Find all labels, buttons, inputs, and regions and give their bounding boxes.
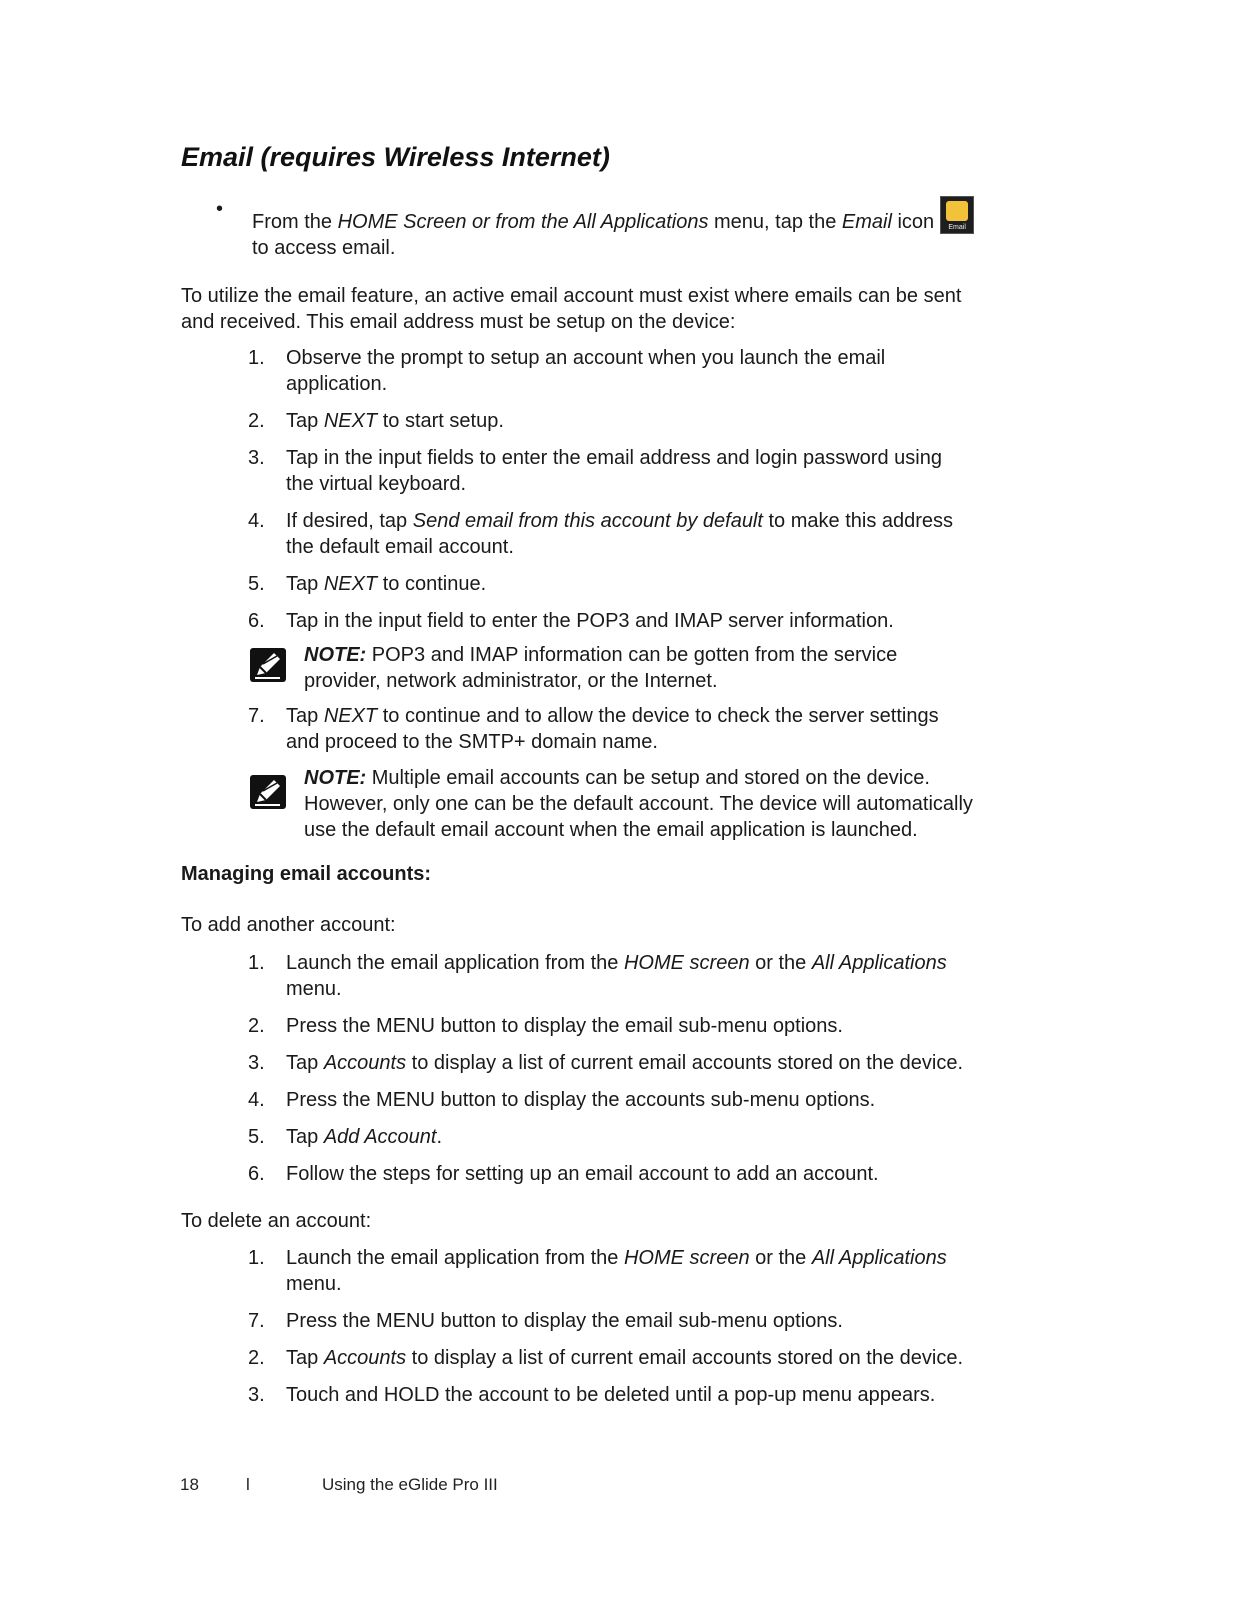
- setup-steps-list-cont: [248, 703, 1068, 755]
- list-item: 6. Follow the steps for setting up an email account to add an account.: [248, 1163, 879, 1185]
- list-item: 6. Tap in the input field to enter the POP3 and IMAP server information.: [248, 610, 894, 632]
- list-item: 5. Tap Add Account.: [248, 1126, 443, 1148]
- add-intro: To add another account:: [181, 914, 396, 936]
- list-item: 2. Tap Accounts to display a list of current email accounts stored on the device.: [248, 1347, 964, 1369]
- list-item: 5. Tap NEXT to continue.: [248, 573, 487, 595]
- list-item: 1. Observe the prompt to setup an account when you launch the email application.: [248, 347, 886, 395]
- footer-section-title: Using the eGlide Pro III: [322, 1475, 498, 1494]
- add-steps-list: [248, 950, 1068, 1187]
- footer-separator: l: [246, 1475, 250, 1494]
- list-item: 3. Tap Accounts to display a list of current email accounts stored on the device.: [248, 1052, 964, 1074]
- pencil-note-icon: [250, 775, 286, 809]
- list-item: 7. Press the MENU button to display the email sub-menu options.: [248, 1310, 843, 1332]
- setup-steps-list: [248, 345, 1068, 634]
- email-app-icon: Email: [940, 196, 974, 234]
- page-number: 18: [180, 1475, 199, 1494]
- list-item: 4. If desired, tap Send email from this account by default to make this address the default email account.: [248, 510, 954, 558]
- list-item: 1. Launch the email application from the HOME screen or the All Applications menu.: [248, 1247, 947, 1295]
- list-item: 1. Launch the email application from the HOME screen or the All Applications menu.: [248, 952, 947, 1000]
- list-item: 7. Tap NEXT to continue and to allow the device to check the server settings and proceed to the SMTP+ domain name.: [248, 705, 939, 753]
- list-item: 2. Press the MENU button to display the email sub-menu options.: [248, 1015, 843, 1037]
- list-item: 3. Touch and HOLD the account to be deleted until a pop-up menu appears.: [248, 1384, 936, 1406]
- document-page: Email (requires Wireless Internet) • From the HOME Screen or from the All Applications menu, tap the Email icon Email to access email. To utilize the email feature, an active email account must exist where emails can be sent and received. This email address must be setup on the device: 1. Observe the prompt to setup an account when you launch the email application. 2. Tap NEXT to start setup. 3. Tap in the input fields to enter the email address and login password using the virtual keyboard. 4. If desired, tap Send email from this account by default to make this address the default email account. 5. Tap NEXT to continue. 6. Tap in the input field to enter the POP3 and IMAP server information. NOTE: POP3 and IMAP information can be gotten from the service provider, network administrator, or the Internet. 7. Tap NEXT to continue and to allow the device to check the server settings and proceed to the SMTP+ domain name. NOTE: Multiple email accounts can be setup and stored on the device. However, only one can be the default account. The device will automatically use the default email account when the email application is launched. Managing email accounts: To add another account: 1. Launch the email application from the HOME screen or the All Applications menu. 2. Press the MENU button to display the email sub-menu options. 3. Tap Accounts to display a list of current email accounts stored on the device. 4. Press the MENU button to display the accounts sub-menu options. 5. Tap Add Account. 6. Follow the steps for setting up an email account to add an account. To delete an account: 1. Launch the email application from the HOME screen or the All Applications menu. 7. Press the MENU button to display the email sub-menu options. 2. Tap Accounts to display a list of current email accounts stored on the device. 3. Touch and HOLD the account to be deleted until a pop-up menu appears. 18 l Using the eGlide Pro III: [0, 0, 1237, 1600]
- delete-steps-list: [248, 1245, 1068, 1408]
- list-item: 2. Tap NEXT to start setup.: [248, 410, 504, 432]
- bullet-marker: •: [216, 198, 224, 220]
- subsection-heading: Managing email accounts:: [181, 863, 432, 885]
- list-item: 3. Tap in the input fields to enter the email address and login password using the virtual keyboard.: [248, 447, 942, 495]
- intro-paragraph: To utilize the email feature, an active email account must exist where emails can be sent and received. This email address must be setup on the device:: [181, 285, 962, 333]
- section-title: Email (requires Wireless Internet): [181, 142, 610, 172]
- delete-intro: To delete an account:: [181, 1210, 372, 1232]
- list-item: 4. Press the MENU button to display the accounts sub-menu options.: [248, 1089, 876, 1111]
- pencil-note-icon: [250, 648, 286, 682]
